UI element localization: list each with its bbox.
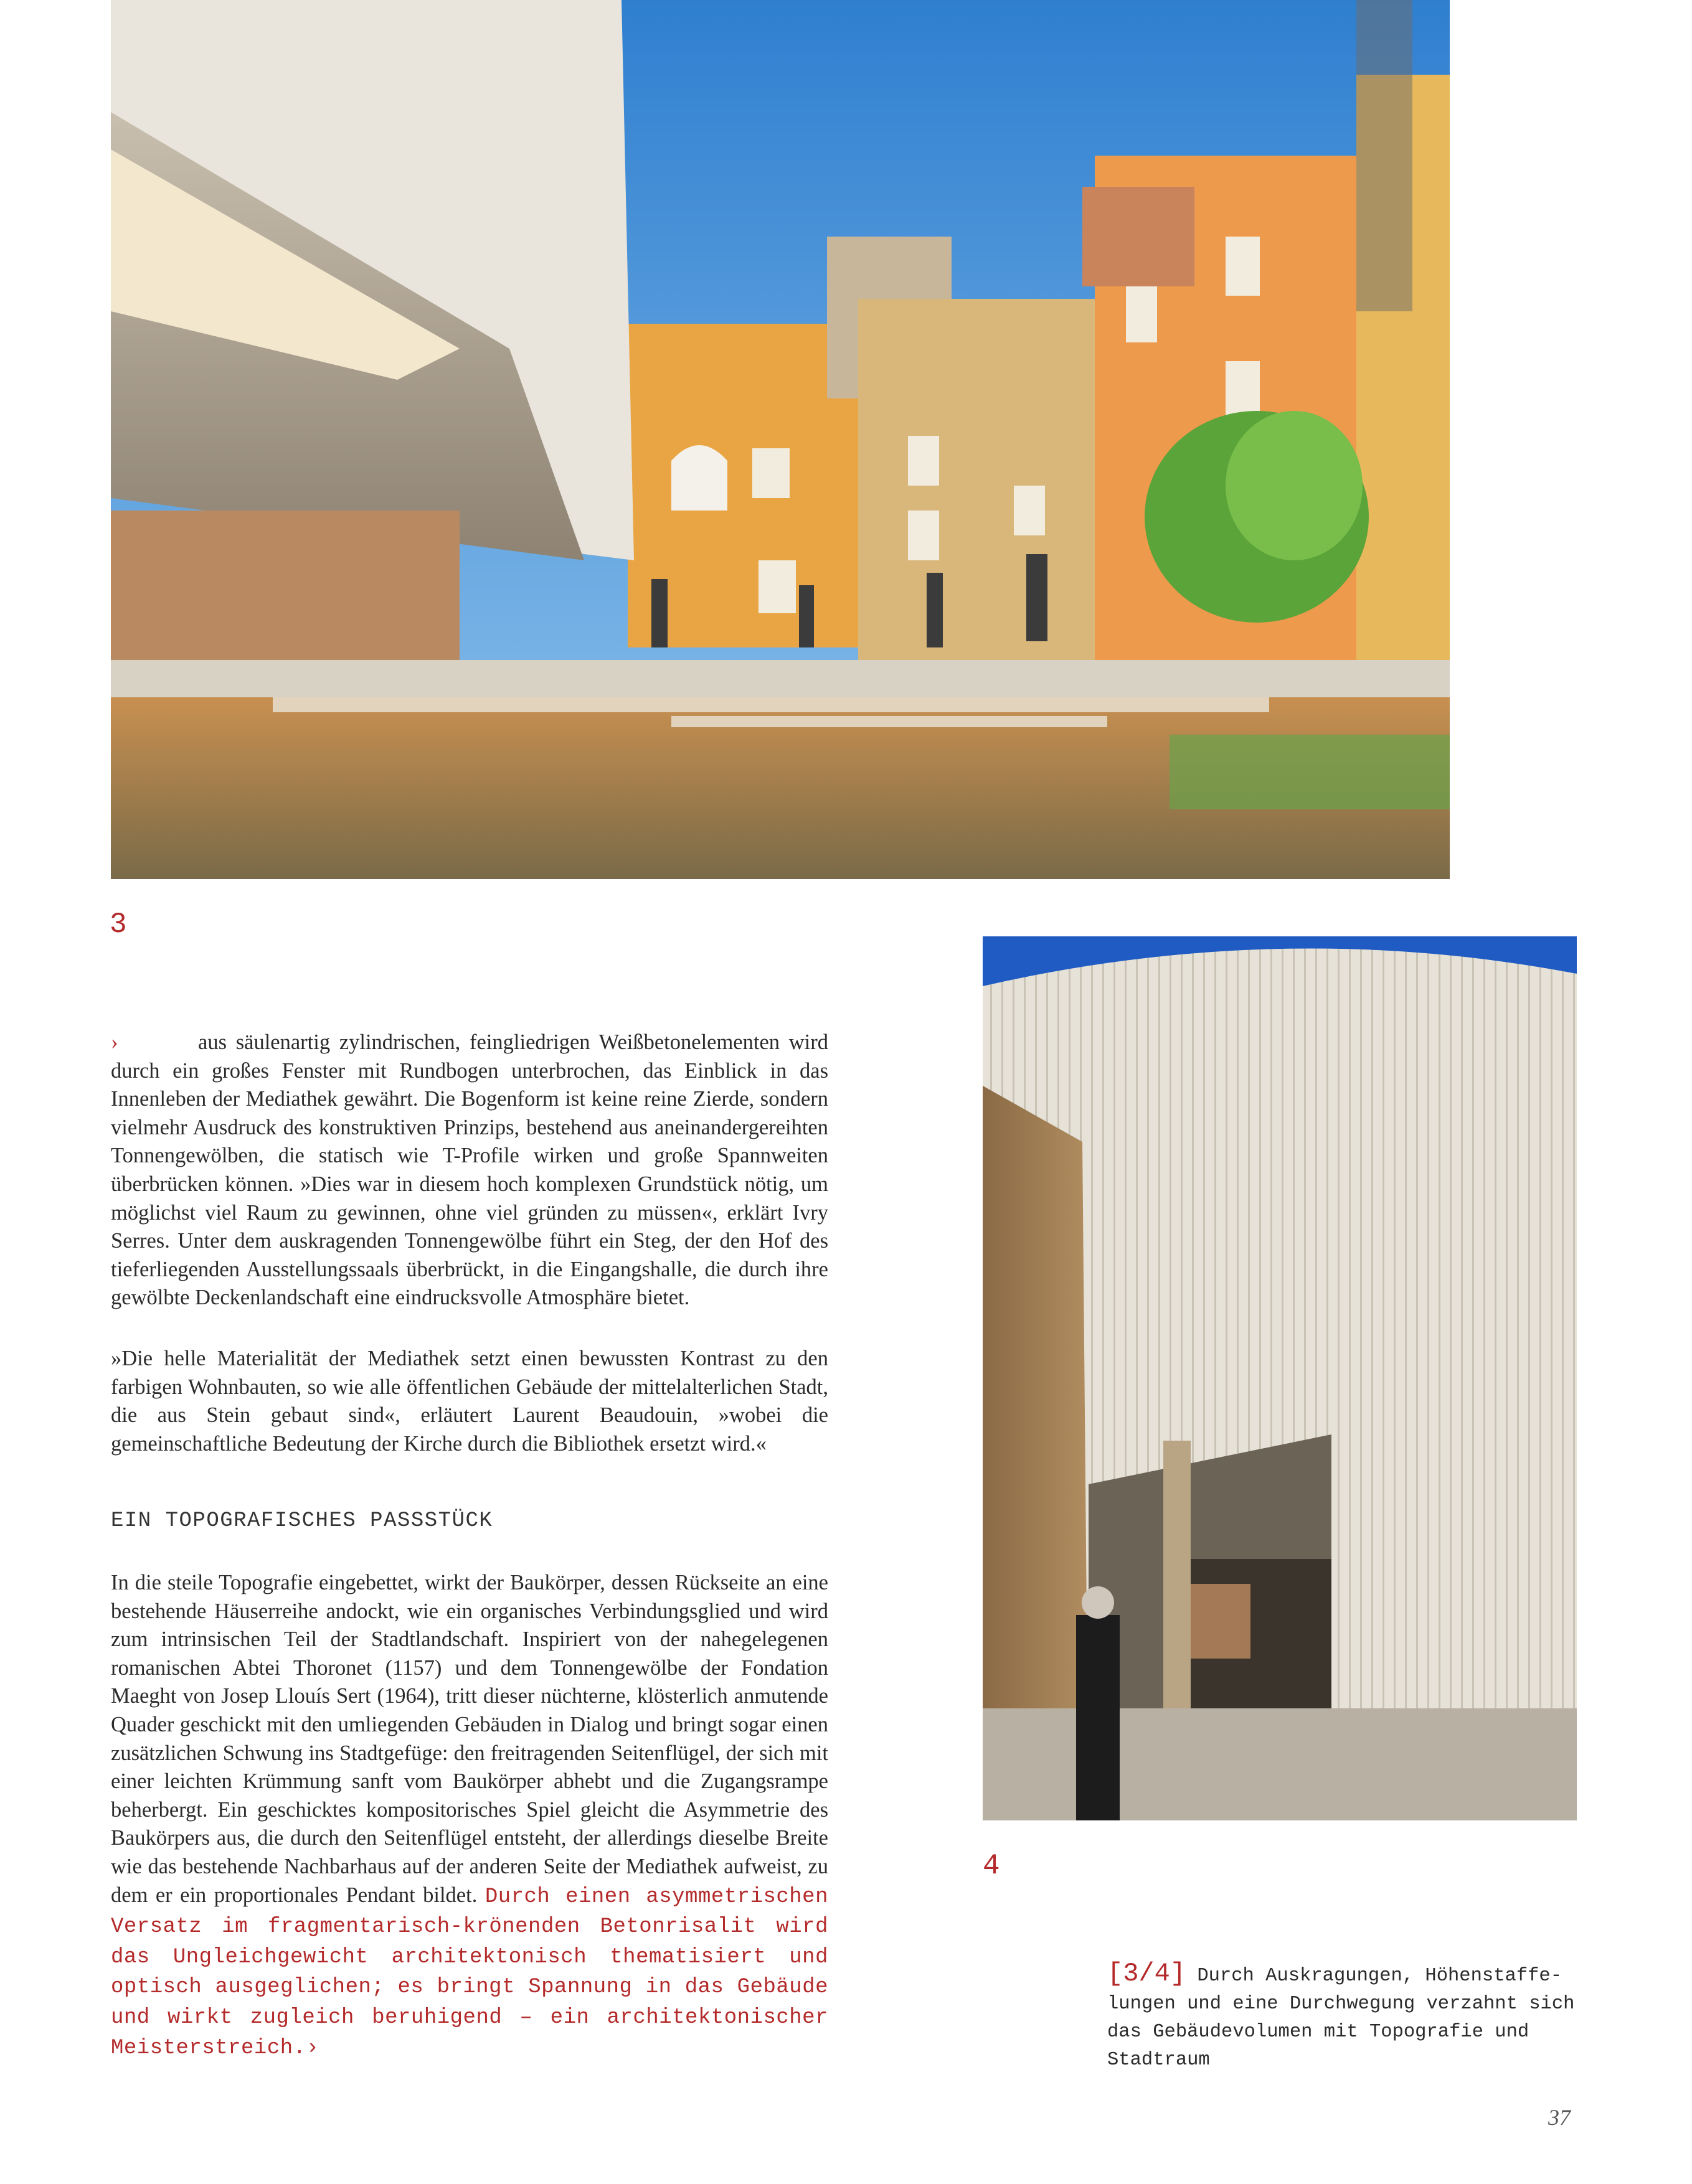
continuation-arrow: ›: [111, 1030, 118, 1054]
article-paragraph-1: [111, 1028, 828, 1312]
figure-number-4: 4: [983, 1850, 1000, 1882]
article-paragraph-2: [111, 1345, 828, 1458]
paragraph-3-text: In die steile Topografie eingebettet, wirkt der Baukörper, dessen Rückseite an eine bestehende Häuserreihe andockt, wie ein organisches Verbindungsglied und wird zum intrinsischen Teil der Stadtlandschaft. Inspiriert von der nahegelegenen romanischen Abtei Thoronet (1157) und dem Tonnengewölbe der Fondation Maeght von Josep Llouís Sert (1964), tritt dieser nüchterne, klösterlich anmutende Quader geschickt mit den umliegenden Gebäuden in Dialog und bringt sogar einen zusätzlichen Schwung ins Stadtgefüge: den freitragenden Seitenflügel, der sich mit einer leichten Krümmung sanft vom Baukörper abhebt und die Zugangsrampe beherbergt. Ein geschicktes kompositorisches Spiel gleicht die Asymmetrie des Baukörpers aus, die durch den Seitenflügel entsteht, der allerdings dieselbe Breite wie das bestehende Nachbarhaus auf der anderen Seite der Mediathek aufweist, zu dem er ein proportionales Pendant bildet.: [111, 1571, 828, 1907]
page-number: 37: [1548, 2105, 1571, 2130]
figure-number-3: 3: [110, 908, 127, 941]
caption-text: Durch Auskragungen, Höhenstaffelungen und eine Durchwegung verzahnt sich das Gebäudevolumen mit Topografie und Stadtraum: [1107, 1965, 1575, 2071]
photo-courtyard: [111, 0, 1450, 879]
paragraph-1-text: aus säulenartig zylindrischen, feingliedrigen Weißbetonelementen wird durch ein großes Fenster mit Rundbogen unterbrochen, das Einblick in das Innenleben der Mediathek gewährt. Die Bogenform ist keine reine Zierde, sondern vielmehr Ausdruck des konstruktiven Prinzips, bestehend aus aneinandergereihten Tonnengewölben, die statisch wie T-Profile wirken und große Spannweiten überbrücken können. »Dies war in diesem hoch komplexen Grundstück nötig, um möglichst viel Raum zu gewinnen, ohne viel gründen zu müssen«, erklärt Ivry Serres. Unter dem auskragenden Tonnengewölbe führt ein Steg, der den Hof des tieferliegenden Ausstellungssaals überbrückt, in die Eingangshalle, die durch ihre gewölbte Deckenlandschaft eine eindrucksvolle Atmosphäre bietet.: [111, 1030, 828, 1310]
section-heading: EIN TOPOGRAFISCHES PASSSTÜCK: [111, 1509, 493, 1533]
paragraph-2-text: »Die helle Materialität der Mediathek setzt einen bewussten Kontrast zu den farbigen Wohnbauten, so wie alle öffentlichen Gebäude der mittelalterlichen Stadt, die aus Stein gebaut sind«, erläutert Laurent Beaudouin, »wobei die gemeinschaftliche Bedeutung der Kirche durch die Bibliothek ersetzt wird.«: [111, 1347, 828, 1456]
end-mark: ›: [306, 2036, 319, 2060]
caption-label: [3/4]: [1107, 1959, 1186, 1989]
highlight-quote: Durch einen asymmetrischen Versatz im fragmentarisch-krönenden Betonrisalit wird das Ungleichgewicht architektonisch thematisiert und optisch ausgeglichen; es bringt Spannung in das Gebäude und wirkt zugleich beruhigend – ein architektonischer Meisterstreich.: [111, 1885, 828, 2060]
photo-caption: [1107, 1960, 1581, 2074]
article-paragraph-3: [111, 1569, 828, 2063]
photo-facade: [983, 936, 1577, 1820]
